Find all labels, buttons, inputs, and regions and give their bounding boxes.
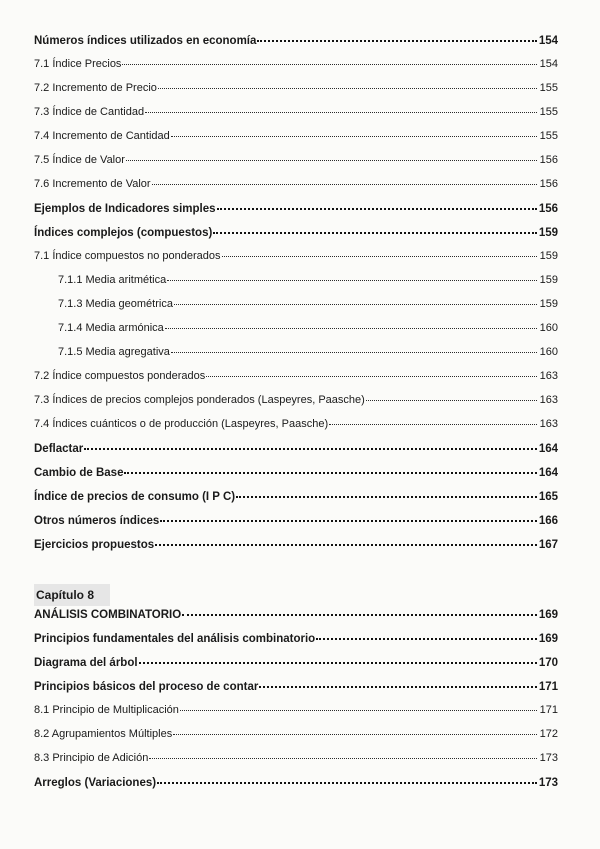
toc-entry-page-number: 155 <box>539 130 558 142</box>
toc-entry-page-number: 173 <box>538 777 558 789</box>
toc-entry-page-number: 163 <box>539 394 558 406</box>
dot-leader <box>222 248 537 257</box>
toc-entry <box>34 346 558 370</box>
toc-entry-label: 7.1.1 Media aritmética <box>58 274 167 286</box>
dot-leader <box>257 32 537 42</box>
toc-entry-page-number: 156 <box>538 203 558 215</box>
toc-entry <box>34 82 558 106</box>
dot-leader <box>206 368 537 377</box>
toc-entry-page-number: 156 <box>539 154 558 166</box>
toc-entry-label: 7.3 Índices de precios complejos ponderados (Laspeyres, Paasche) <box>34 394 365 406</box>
toc-entry-label: 7.1 Índice compuestos no ponderados <box>34 250 221 262</box>
toc-entry-page-number: 169 <box>538 633 558 645</box>
toc-entry-page-number: 155 <box>539 82 558 94</box>
toc-entry <box>34 130 558 154</box>
toc-entry <box>34 178 558 202</box>
dot-leader <box>259 678 537 688</box>
toc-entry-label: 7.1 Índice Precios <box>34 58 122 70</box>
dot-leader <box>329 416 537 425</box>
toc-entry-page-number: 172 <box>539 728 558 740</box>
dot-leader <box>145 104 537 113</box>
toc-entry <box>34 466 558 490</box>
toc-entry-page-number: 163 <box>539 370 558 382</box>
dot-leader <box>180 702 537 711</box>
toc-entry <box>34 58 558 82</box>
toc-entry <box>34 538 558 562</box>
toc-entry-label: Índices complejos (compuestos) <box>34 227 213 239</box>
dot-leader <box>213 224 537 234</box>
dot-leader <box>171 344 537 353</box>
toc-entry-label: 7.2 Incremento de Precio <box>34 82 157 94</box>
toc-entry-page-number: 159 <box>539 250 558 262</box>
toc-section-chapter-8 <box>34 608 558 800</box>
dot-leader <box>160 512 537 522</box>
toc-entry-label: Cambio de Base <box>34 467 124 479</box>
toc-entry <box>34 704 558 728</box>
toc-entry-label: 7.2 Índice compuestos ponderados <box>34 370 206 382</box>
toc-entry <box>34 680 558 704</box>
toc-entry-label: Principios básicos del proceso de contar <box>34 681 259 693</box>
toc-entry-label: 7.5 Índice de Valor <box>34 154 125 166</box>
toc-entry <box>34 250 558 274</box>
toc-entry-label: 7.4 Índices cuánticos o de producción (Laspeyres, Paasche) <box>34 418 329 430</box>
toc-entry-label: Números índices utilizados en economía <box>34 35 257 47</box>
toc-entry-label: Deflactar <box>34 443 84 455</box>
dot-leader <box>171 128 537 137</box>
toc-entry-label: 8.2 Agrupamientos Múltiples <box>34 728 173 740</box>
dot-leader <box>152 176 537 185</box>
toc-section-chapter-7 <box>34 34 558 562</box>
toc-entry <box>34 34 558 58</box>
toc-entry-label: ANÁLISIS COMBINATORIO <box>34 609 182 621</box>
toc-entry-label: 7.1.3 Media geométrica <box>58 298 173 310</box>
toc-entry-label: Principios fundamentales del análisis combinatorio <box>34 633 316 645</box>
dot-leader <box>124 464 537 474</box>
dot-leader <box>149 750 537 759</box>
toc-entry <box>34 322 558 346</box>
toc-entry-page-number: 173 <box>539 752 558 764</box>
dot-leader <box>139 654 537 664</box>
dot-leader <box>174 296 537 305</box>
dot-leader <box>122 56 537 65</box>
toc-entry <box>34 656 558 680</box>
toc-entry-page-number: 154 <box>539 58 558 70</box>
toc-entry <box>34 370 558 394</box>
dot-leader <box>316 630 537 640</box>
toc-entry-label: 7.3 Índice de Cantidad <box>34 106 145 118</box>
toc-entry-page-number: 164 <box>538 443 558 455</box>
toc-entry <box>34 776 558 800</box>
dot-leader <box>217 200 537 210</box>
toc-entry <box>34 514 558 538</box>
dot-leader <box>126 152 537 161</box>
toc-entry-page-number: 155 <box>539 106 558 118</box>
toc-entry-page-number: 169 <box>538 609 558 621</box>
toc-entry <box>34 202 558 226</box>
toc-entry-page-number: 171 <box>539 704 558 716</box>
toc-entry-label: 7.1.5 Media agregativa <box>58 346 170 358</box>
dot-leader <box>157 774 537 784</box>
dot-leader <box>155 536 537 546</box>
toc-entry-page-number: 154 <box>538 35 558 47</box>
dot-leader <box>182 606 537 616</box>
toc-entry-page-number: 166 <box>538 515 558 527</box>
toc-entry <box>34 728 558 752</box>
toc-entry-page-number: 159 <box>539 274 558 286</box>
section-spacer <box>34 562 558 584</box>
toc-entry-label: 7.4 Incremento de Cantidad <box>34 130 170 142</box>
toc-entry-label: 8.1 Principio de Multiplicación <box>34 704 179 716</box>
toc-entry-page-number: 159 <box>538 227 558 239</box>
table-of-contents <box>34 34 558 800</box>
toc-entry <box>34 608 558 632</box>
toc-entry-page-number: 164 <box>538 467 558 479</box>
toc-entry-page-number: 163 <box>539 418 558 430</box>
toc-entry-label: Otros números índices <box>34 515 160 527</box>
dot-leader <box>158 80 537 89</box>
toc-entry <box>34 752 558 776</box>
toc-entry-page-number: 165 <box>538 491 558 503</box>
chapter-heading: Capítulo 8 <box>34 584 110 606</box>
dot-leader <box>84 440 537 450</box>
toc-entry-label: 7.6 Incremento de Valor <box>34 178 151 190</box>
toc-entry-label: Ejercicios propuestos <box>34 539 155 551</box>
dot-leader <box>366 392 537 401</box>
toc-entry-page-number: 159 <box>539 298 558 310</box>
dot-leader <box>165 320 537 329</box>
dot-leader <box>173 726 537 735</box>
toc-entry-page-number: 160 <box>539 322 558 334</box>
toc-entry <box>34 632 558 656</box>
toc-entry-label: 8.3 Principio de Adición <box>34 752 149 764</box>
toc-entry-page-number: 171 <box>538 681 558 693</box>
toc-entry <box>34 154 558 178</box>
toc-entry <box>34 106 558 130</box>
toc-entry <box>34 490 558 514</box>
toc-entry <box>34 418 558 442</box>
toc-entry-page-number: 170 <box>538 657 558 669</box>
toc-entry-page-number: 160 <box>539 346 558 358</box>
toc-entry <box>34 442 558 466</box>
toc-entry-label: Arreglos (Variaciones) <box>34 777 157 789</box>
toc-entry-label: Ejemplos de Indicadores simples <box>34 203 216 215</box>
toc-entry-label: Diagrama del árbol <box>34 657 138 669</box>
toc-entry-label: 7.1.4 Media armónica <box>58 322 164 334</box>
toc-entry <box>34 298 558 322</box>
toc-entry-label: Índice de precios de consumo (I P C) <box>34 491 236 503</box>
toc-entry <box>34 226 558 250</box>
toc-entry <box>34 394 558 418</box>
dot-leader <box>167 272 537 281</box>
dot-leader <box>236 488 537 498</box>
toc-entry-page-number: 156 <box>539 178 558 190</box>
toc-entry-page-number: 167 <box>538 539 558 551</box>
toc-entry <box>34 274 558 298</box>
